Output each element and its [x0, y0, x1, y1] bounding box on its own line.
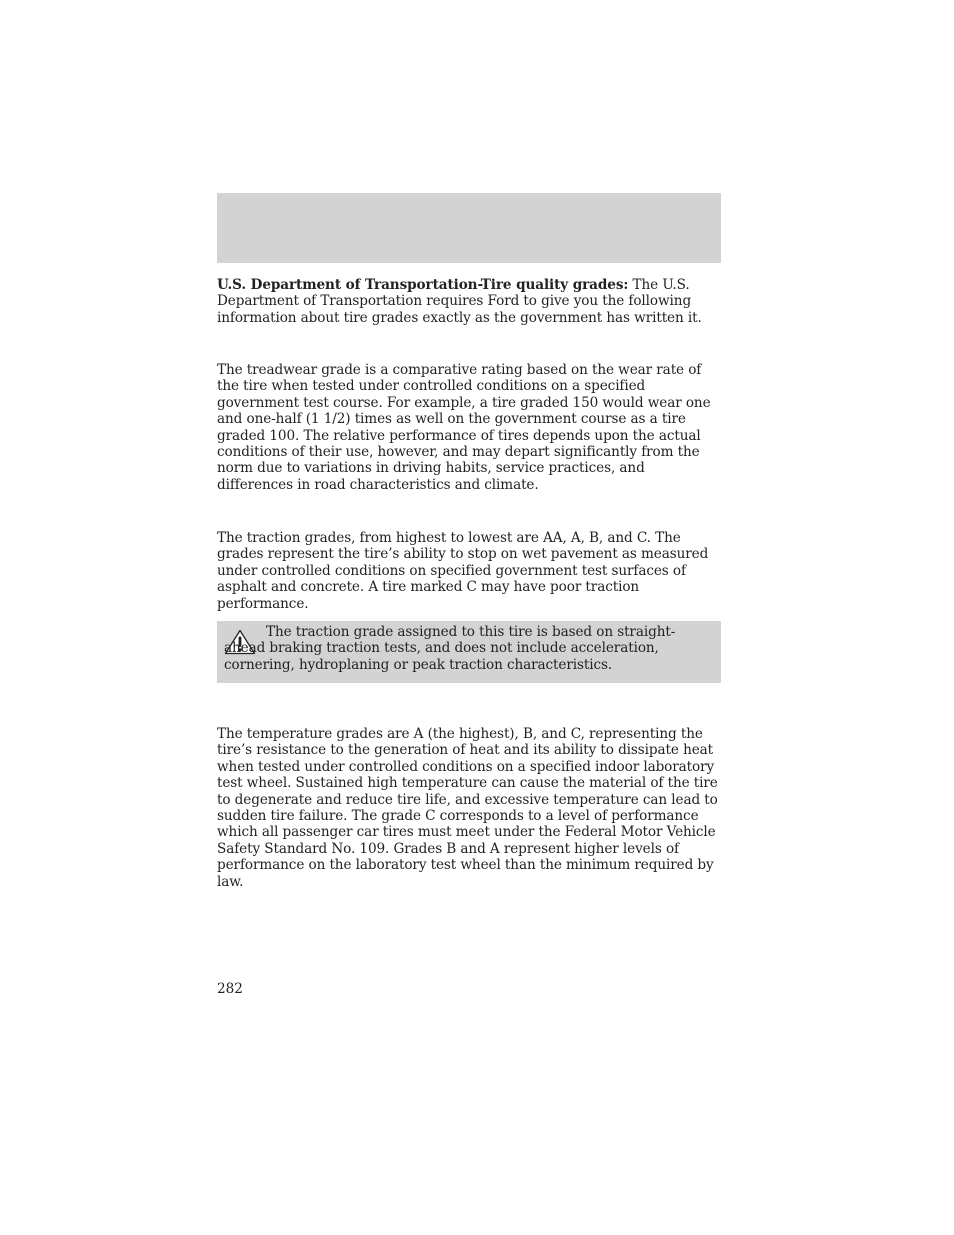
- page-number: 282: [217, 981, 243, 997]
- intro-lead: U.S. Department of Transportation-Tire quality grades:: [217, 277, 629, 293]
- traction-paragraph: The traction grades, from highest to lowest are AA, A, B, and C. The grades represent the tire’s ability to stop on wet pavement as measured under controlled conditions on specified government test surfaces of asphalt and concrete. A tire marked C may have poor traction performance.: [217, 530, 709, 612]
- temperature-paragraph: The temperature grades are A (the highest), B, and C, representing the tire’s resistance to the generation of heat and its ability to dissipate heat when tested under controlled conditions on a specified indoor laboratory test wheel. Sustained high temperature can cause the material of the tire to degenerate and reduce tire life, and excessive temperature can lead to sudden tire failure. The grade C corresponds to a level of performance which all passenger car tires must meet under the Federal Motor Vehicle Safety Standard No. 109. Grades B and A represent higher levels of performance on the laboratory test wheel than the minimum required by law.: [217, 726, 718, 890]
- header-band: [217, 193, 721, 263]
- intro-text: The U.S. Department of Transportation requires Ford to give you the following information about tire grades exactly as the government has written it.: [217, 277, 702, 326]
- treadwear-paragraph: The treadwear grade is a comparative rating based on the wear rate of the tire when tested under controlled conditions on a specified government test course. For example, a tire graded 150 would wear one and one-half (1 1/2) times as well on the government course as a tire graded 100. The relative performance of tires depends upon the actual conditions of their use, however, and may depart significantly from the norm due to variations in driving habits, service practices, and differences in road characteristics and climate.: [217, 362, 711, 493]
- warning-box: [217, 621, 721, 683]
- warning-text: The traction grade assigned to this tire is based on straight-ahead braking traction tests, and does not include acceleration, cornering, hydroplaning or peak traction characteristics.: [224, 624, 676, 673]
- intro-paragraph: [217, 277, 723, 326]
